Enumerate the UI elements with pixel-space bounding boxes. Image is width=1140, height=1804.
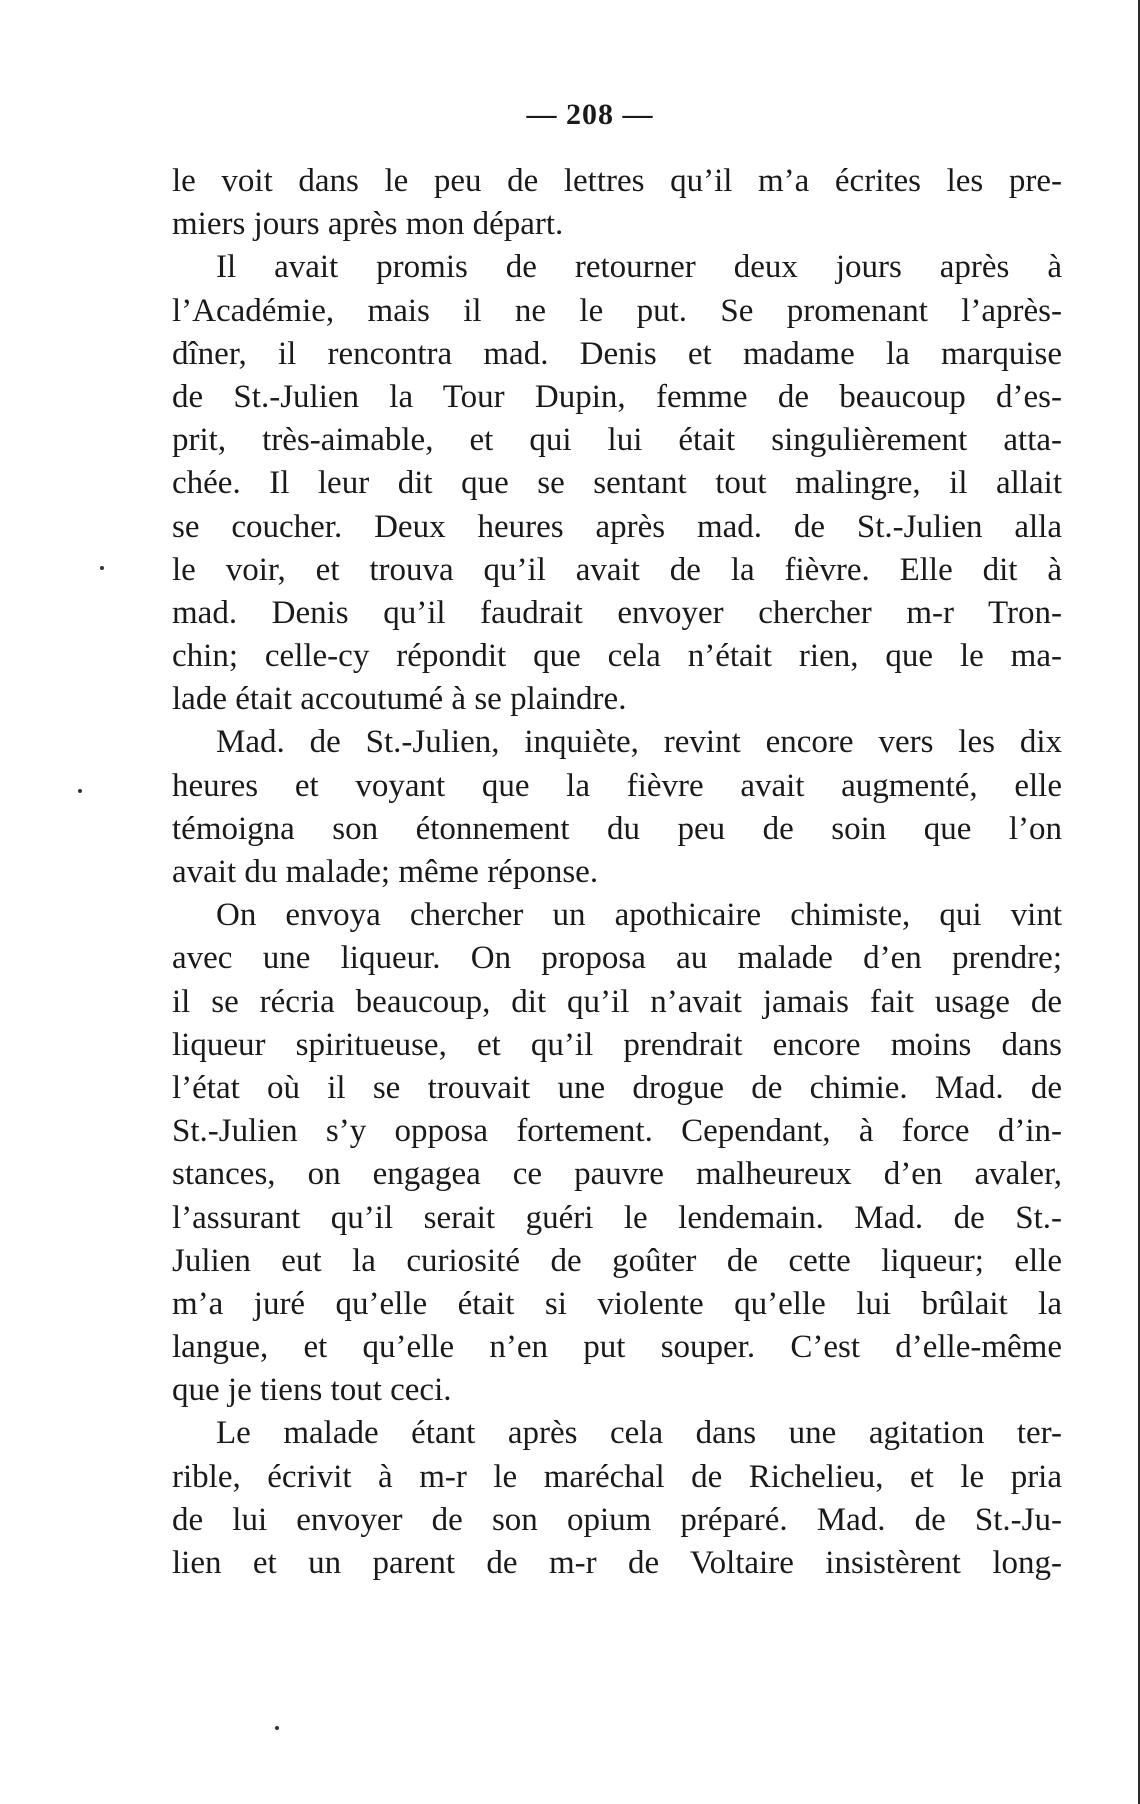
text-line: le voir, et trouva qu’il avait de la fièvre. Elle dit à [172,551,1062,588]
text-line: l’assurant qu’il serait guéri le lendemain. Mad. de St.- [172,1199,1062,1236]
margin-speck [78,789,82,793]
text-line: avec une liqueur. On proposa au malade d’en prendre; [172,940,1062,977]
text-line: miers jours après mon départ. [172,206,564,243]
text-line: il se récria beaucoup, dit qu’il n’avait jamais fait usage de [172,983,1062,1020]
text-line: heures et voyant que la fièvre avait augmenté, elle [172,767,1062,804]
text-line: m’a juré qu’elle était si violente qu’elle lui brûlait la [172,1285,1062,1322]
body-text [172,160,1062,1585]
text-line: l’état où il se trouvait une drogue de chimie. Mad. de [172,1069,1062,1106]
text-line: chée. Il leur dit que se sentant tout malingre, il allait [172,465,1062,502]
text-line: rible, écrivit à m-r le maréchal de Richelieu, et le pria [172,1458,1062,1495]
text-line: lien et un parent de m-r de Voltaire insistèrent long- [172,1545,1062,1581]
text-line: lade était accoutumé à se plaindre. [172,681,627,718]
text-line: Le malade étant après cela dans une agitation ter- [216,1415,1062,1452]
text-line: On envoya chercher un apothicaire chimiste, qui vint [216,897,1062,934]
text-line: avait du malade; même réponse. [172,854,599,890]
margin-speck [275,1726,279,1730]
text-line: Julien eut la curiosité de goûter de cette liqueur; elle [172,1242,1062,1279]
text-line: mad. Denis qu’il faudrait envoyer chercher m-r Tron- [172,594,1062,631]
text-line: le voit dans le peu de lettres qu’il m’a écrites les pre- [172,163,1062,199]
text-line: de lui envoyer de son opium préparé. Mad. de St.-Ju- [172,1501,1062,1538]
text-line: se coucher. Deux heures après mad. de St.-Julien alla [172,508,1062,545]
text-line: Il avait promis de retourner deux jours après à [216,249,1062,286]
text-line: langue, et qu’elle n’en put souper. C’est d’elle-même [172,1329,1062,1366]
page-number: — 208 — [526,98,654,131]
text-line: dîner, il rencontra mad. Denis et madame la marquise [172,335,1062,372]
text-line: stances, on engagea ce pauvre malheureux d’en avaler, [172,1156,1062,1193]
text-line: liqueur spiritueuse, et qu’il prendrait encore moins dans [172,1026,1062,1063]
text-line: que je tiens tout ceci. [172,1372,452,1409]
text-line: Mad. de St.-Julien, inquiète, revint encore vers les dix [216,724,1062,761]
text-line: l’Académie, mais il ne le put. Se promenant l’après- [172,292,1062,329]
text-line: témoigna son étonnement du peu de soin que l’on [172,810,1062,847]
text-line: prit, très-aimable, et qui lui était singulièrement atta- [172,422,1062,459]
text-line: de St.-Julien la Tour Dupin, femme de beaucoup d’es- [172,378,1062,415]
text-line: chin; celle-cy répondit que cela n’était rien, que le ma- [172,638,1062,675]
text-line: St.-Julien s’y opposa fortement. Cependant, à force d’in- [172,1113,1062,1150]
margin-speck [100,566,104,570]
